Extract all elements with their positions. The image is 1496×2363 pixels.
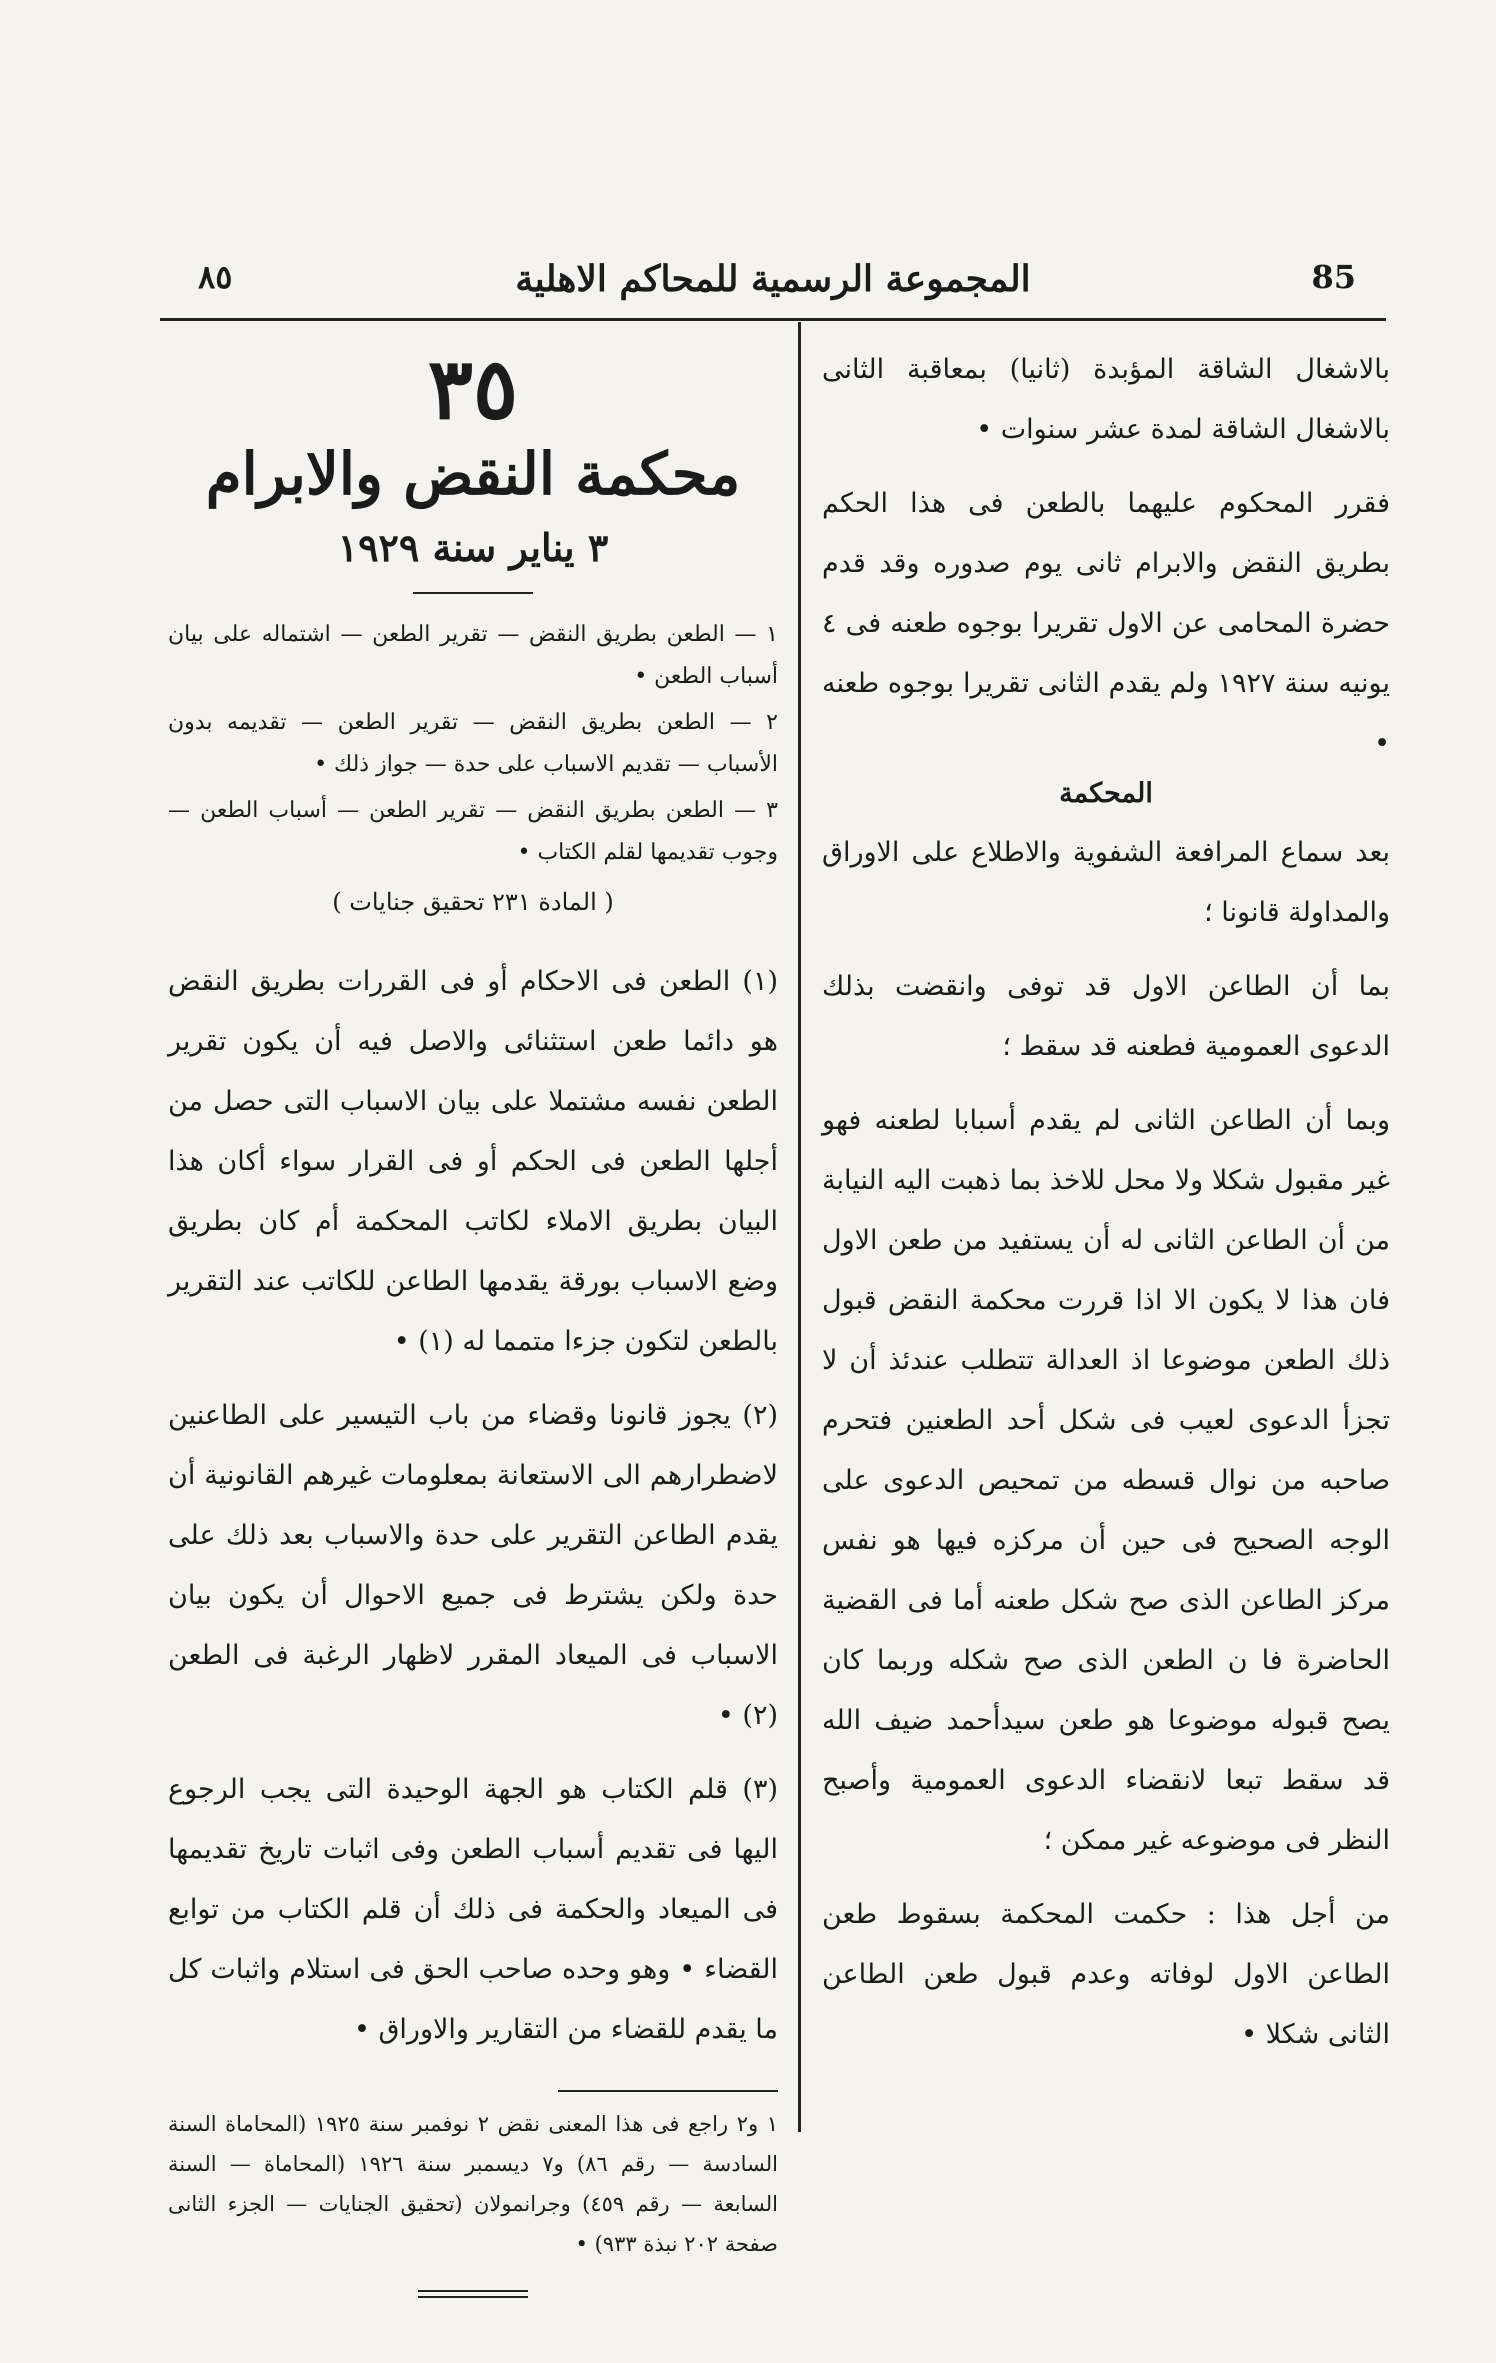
- paragraph: فقرر المحكوم عليهما بالطعن فى هذا الحكم بطريق النقض والابرام ثانى يوم صدوره وقد قدم حضرة المحامى عن الاول تقريرا بوجوه طعنه فى ٤ يونيه سنة ١٩٢٧ ولم يقدم الثانى تقريرا بوجوه طعنه •: [822, 488, 1390, 759]
- footnote: ١ و٢ راجع فى هذا المعنى نقض ٢ نوفمبر سنة ١٩٢٥ (المحاماة السنة السادسة — رقم ٨٦) و٧ ديسمبر سنة ١٩٢٦ (المحاماة — السنة السابعة — رقم ٤٥٩) وجرانمولان (تحقيق الجنايات — الجزء الثانى صفحة ٢٠٢ نبذة ٩٣٣) •: [168, 2112, 779, 2256]
- court-title: محكمة النقض والابرام: [205, 440, 741, 508]
- headnote: ٣ — الطعن بطريق النقض — تقرير الطعن — أسباب الطعن — وجوب تقديمها لقلم الكتاب •: [168, 798, 778, 865]
- footnote-rule: [558, 2090, 778, 2092]
- paragraph: بما أن الطاعن الاول قد توفى وانقضت بذلك الدعوى العمومية فطعنه قد سقط ؛: [822, 971, 1390, 1062]
- column-divider: [798, 322, 801, 2132]
- headnote: ١ — الطعن بطريق النقض — تقرير الطعن — اشتماله على بيان أسباب الطعن •: [168, 622, 778, 689]
- page-header: [160, 258, 1386, 306]
- right-column: [822, 340, 1390, 2065]
- paragraph: من أجل هذا : حكمت المحكمة بسقوط طعن الطاعن الاول لوفاته وعدم قبول طعن الطاعن الثانى شكلا •: [822, 1899, 1390, 2050]
- headnote: ٢ — الطعن بطريق النقض — تقرير الطعن — تقديمه بدون الأسباب — تقديم الاسباب على حدة — جواز ذلك •: [168, 710, 778, 777]
- end-rule: [418, 2290, 528, 2298]
- divider: [413, 592, 533, 594]
- paragraph: وبما أن الطاعن الثانى لم يقدم أسبابا لطعنه فهو غير مقبول شكلا ولا محل للاخذ بما ذهبت اليه النيابة من أن الطاعن الثانى له أن يستفيد من طعن الاول فان هذا لا يكون الا اذا قررت محكمة النقض قبول ذلك الطعن موضوعا اذ العدالة تتطلب عندئذ أن لا تجزأ الدعوى لعيب فى شكل أحد الطعنين فتحرم صاحبه من نوال قسطه من تمحيص الدعوى على الوجه الصحيح فى حين أن مركزه فيها هو نفس مركز الطاعن الذى صح شكل طعنه أما فى القضية الحاضرة فا ن الطعن الذى صح شكله وربما كان يصح قبوله موضوعا هو طعن سيدأحمد ضيف الله قد سقط تبعا لانقضاء الدعوى العمومية وأصبح النظر فى موضوعه غير ممكن ؛: [822, 1105, 1390, 1856]
- journal-title: المجموعة الرسمية للمحاكم الاهلية: [515, 258, 1031, 300]
- section-heading: المحكمة: [1059, 778, 1153, 809]
- article-reference: ( المادة ٢٣١ تحقيق جنايات ): [332, 888, 614, 916]
- left-column: [168, 340, 778, 2298]
- principle: (١) الطعن فى الاحكام أو فى القررات بطريق النقض هو دائما طعن استثنائى والاصل فيه أن يكون تقرير الطعن نفسه مشتملا على بيان الاسباب التى حصل من أجلها الطعن فى الحكم أو فى القرار سواء أكان هذا البيان بطريق الاملاء لكاتب المحكمة أم كان بطريق وضع الاسباب بورقة يقدمها الطاعن للكاتب عند التقرير بالطعن لتكون جزءا متمما له (١) •: [168, 966, 778, 1357]
- case-number: ٣٥: [427, 339, 519, 438]
- page-number-arabic: ٨٥: [198, 258, 233, 296]
- principle: (٢) يجوز قانونا وقضاء من باب التيسير على الطاعنين لاضطرارهم الى الاستعانة بمعلومات غيرهم القانونية أن يقدم الطاعن التقرير على حدة والاسباب بعد ذلك على حدة ولكن يشترط فى جميع الاحوال أن يكون بيان الاسباب فى الميعاد المقرر لاظهار الرغبة فى الطعن (٢) •: [168, 1400, 778, 1731]
- header-rule: [160, 318, 1386, 321]
- paragraph: بالاشغال الشاقة المؤبدة (ثانيا) بمعاقبة الثانى بالاشغال الشاقة لمدة عشر سنوات •: [822, 354, 1390, 445]
- paragraph: بعد سماع المرافعة الشفوية والاطلاع على الاوراق والمداولة قانونا ؛: [822, 837, 1390, 928]
- principle: (٣) قلم الكتاب هو الجهة الوحيدة التى يجب الرجوع اليها فى تقديم أسباب الطعن وفى اثبات تاريخ تقديمها فى الميعاد والحكمة فى ذلك أن قلم الكتاب من توابع القضاء • وهو وحده صاحب الحق فى استلام واثبات كل ما يقدم للقضاء من التقارير والاوراق •: [168, 1774, 778, 2045]
- case-date: ٣ يناير سنة ١٩٢٩: [337, 525, 609, 570]
- page-number-latin: 85: [1311, 258, 1356, 296]
